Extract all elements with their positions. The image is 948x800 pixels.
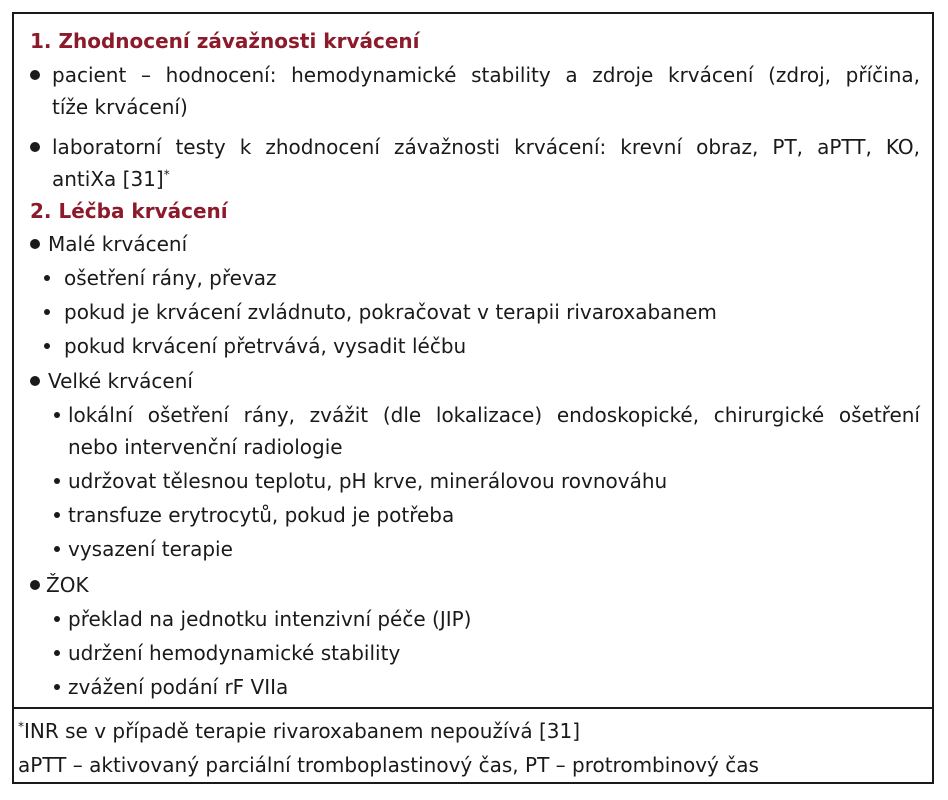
list-item-text: tíže krvácení): [52, 95, 188, 119]
group-label-major-bleeding: Velké krvácení: [48, 369, 193, 393]
bullet: [30, 70, 40, 80]
bullet: [30, 239, 40, 249]
footnote-marker: *: [163, 167, 170, 182]
list-item-text: překlad na jednotku intenzivní péče (JIP): [68, 607, 472, 631]
footnote-divider: [12, 707, 934, 709]
list-item-text: pacient – hodnocení: hemodynamické stability a zdroje krvácení (zdroj, příčina,: [52, 63, 920, 87]
list-item-text: [52, 166, 170, 192]
list-item-text: lokální ošetření rány, zvážit (dle lokalizace) endoskopické, chirurgické ošetření: [68, 403, 920, 427]
footnote-inr: [18, 718, 580, 744]
bullet: [30, 142, 40, 152]
bullet: [30, 376, 40, 386]
list-item-text: udržovat tělesnou teplotu, pH krve, minerálovou rovnováhu: [68, 469, 668, 493]
footnote-abbreviations: aPTT – aktivovaný parciální tromboplastinový čas, PT – protrombinový čas: [18, 753, 759, 777]
group-label-minor-bleeding: Malé krvácení: [48, 232, 188, 256]
list-item-text: pokud je krvácení zvládnuto, pokračovat v terapii rivaroxabanem: [64, 300, 717, 324]
section-heading-treatment: 2. Léčba krvácení: [30, 199, 228, 223]
list-item-text: zvážení podání rF VIIa: [68, 675, 289, 699]
table-frame: [12, 12, 934, 784]
sub-bullet: [54, 478, 60, 484]
list-item-text-part: antiXa [31]: [52, 167, 164, 191]
list-item-text: vysazení terapie: [68, 537, 233, 561]
footnote-text: INR se v případě terapie rivaroxabanem nepoužívá [31]: [24, 719, 580, 743]
sub-bullet: [54, 684, 60, 690]
list-item-text: laboratorní testy k zhodnocení závažnosti krvácení: krevní obraz, PT, aPTT, KO,: [52, 135, 920, 159]
sub-bullet: [44, 275, 50, 281]
bullet: [30, 580, 40, 590]
list-item-text: transfuze erytrocytů, pokud je potřeba: [68, 503, 455, 527]
sub-bullet: [54, 512, 60, 518]
sub-bullet: [44, 343, 50, 349]
footnote-marker: *: [18, 719, 24, 734]
list-item-text: pokud krvácení přetrvává, vysadit léčbu: [64, 334, 467, 358]
list-item-text: nebo intervenční radiologie: [68, 435, 343, 459]
list-item-text: ošetření rány, převaz: [64, 266, 277, 290]
list-item-text: udržení hemodynamické stability: [68, 641, 401, 665]
sub-bullet: [54, 546, 60, 552]
group-label-zok: ŽOK: [46, 573, 89, 597]
sub-bullet: [44, 309, 50, 315]
section-heading-assessment: 1. Zhodnocení závažnosti krvácení: [30, 29, 420, 53]
sub-bullet: [54, 650, 60, 656]
sub-bullet: [54, 412, 60, 418]
sub-bullet: [54, 616, 60, 622]
